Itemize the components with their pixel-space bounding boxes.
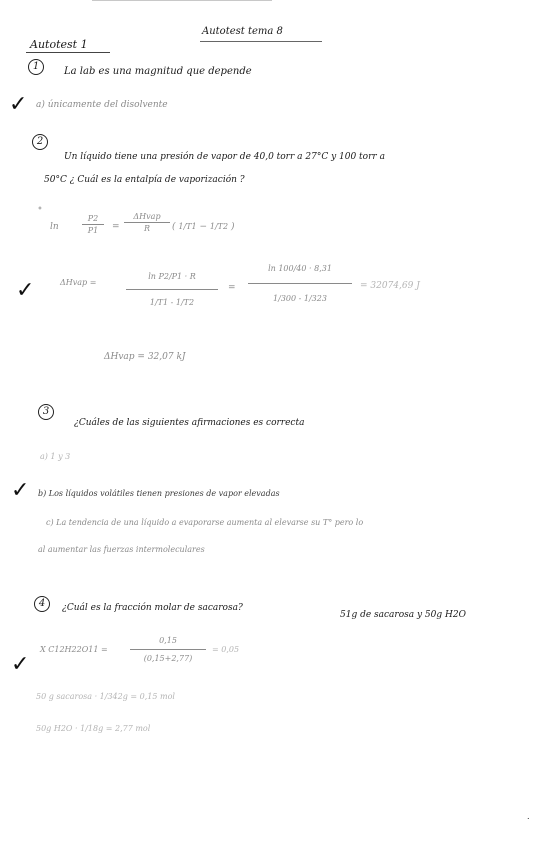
- question-2-final: ΔHvap = 32,07 kJ: [104, 352, 186, 362]
- question-number-2: 2: [32, 134, 48, 150]
- eq1-paren: ( 1/T1 − 1/T2 ): [172, 222, 235, 232]
- checkmark-3-icon: ✓: [11, 478, 30, 503]
- question-3-option-c-line2: al aumentar las fuerzas intermoleculares: [38, 545, 205, 554]
- stray-dot: .: [527, 812, 530, 821]
- eq2-num-1: ln P2/P1 · R: [148, 272, 196, 281]
- question-4-text: ¿Cuál es la fracción molar de sacarosa?: [62, 603, 243, 613]
- eq2-num-2: ln 100/40 · 8,31: [268, 264, 332, 273]
- question-4-calc-b: 50g H2O · 1/18g = 2,77 mol: [36, 724, 151, 733]
- question-4-given: 51g de sacarosa y 50g H2O: [340, 610, 466, 620]
- question-number-4: 4: [34, 596, 50, 612]
- title-underline: [200, 41, 322, 42]
- question-1-answer: a) únicamente del disolvente: [36, 100, 168, 110]
- question-3-option-a: a) 1 y 3: [40, 452, 71, 461]
- question-4-x-numerator: 0,15: [159, 636, 177, 645]
- eq1-rhs-numerator: ΔHvap: [133, 212, 161, 221]
- eq2-equals: =: [228, 283, 236, 293]
- checkmark-2-icon: ✓: [16, 278, 35, 303]
- question-3-option-b: b) Los líquidos volátiles tienen presiones de vapor elevadas: [38, 489, 280, 498]
- eq1-ln: ln: [50, 222, 59, 232]
- eq2-fraction-2: [248, 264, 352, 303]
- eq2-result: = 32074,69 J: [360, 281, 420, 291]
- question-1-text: La lab es una magnitud que depende: [64, 66, 252, 77]
- question-3-text: ¿Cuáles de las siguientes afirmaciones es correcta: [74, 418, 305, 428]
- question-4-x-fraction: [130, 636, 206, 663]
- heading-underline: [26, 52, 110, 53]
- question-number-1: 1: [28, 59, 44, 75]
- question-number-3: 3: [38, 404, 54, 420]
- eq1-rhs-denominator: R: [143, 224, 151, 233]
- checkmark-1-icon: ✓: [9, 92, 28, 117]
- eq1-fraction: [82, 214, 104, 235]
- question-2-text-line1: Un líquido tiene una presión de vapor de 40,0 torr a 27°C y 100 torr a: [64, 152, 385, 162]
- eq2-den-2: 1/300 - 1/323: [273, 294, 327, 303]
- eq2-label: ΔHvap =: [60, 278, 97, 287]
- question-4-calc-a: 50 g sacarosa · 1/342g = 0,15 mol: [36, 692, 175, 701]
- bullet-dot: •: [37, 204, 43, 215]
- page-title: Autotest tema 8: [202, 26, 283, 37]
- eq2-fraction-1: [126, 272, 218, 307]
- section-heading: Autotest 1: [30, 38, 88, 51]
- eq1-equals: =: [112, 222, 120, 232]
- checkmark-4-icon: ✓: [11, 652, 30, 677]
- question-3-option-c-line1: c) La tendencia de una líquido a evaporarse aumenta al elevarse su T° pero lo: [46, 518, 364, 527]
- eq2-den-1: 1/T1 - 1/T2: [149, 298, 195, 307]
- question-4-x-label: X C12H22O11 =: [40, 645, 108, 654]
- eq1-denominator: P1: [87, 226, 99, 235]
- eq1-numerator: P2: [87, 214, 99, 223]
- question-4-x-result: = 0,05: [212, 645, 240, 654]
- question-4-x-denominator: (0,15+2,77): [143, 654, 193, 663]
- eq1-rhs-fraction: [124, 212, 170, 233]
- scan-edge: [92, 0, 272, 1]
- question-2-text-line2: 50°C ¿ Cuál es la entalpía de vaporización ?: [44, 175, 245, 185]
